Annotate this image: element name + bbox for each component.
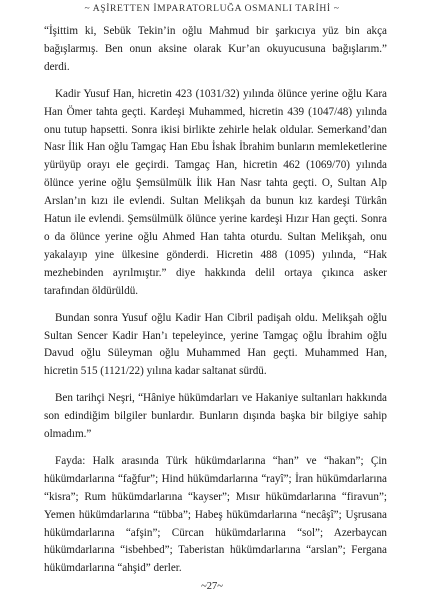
paragraph-4: Ben tarihçi Neşri, “Hâniye hükümdarları ve Hakaniye sultanları hakkında son edindiğim bilgiler bunlardır. Bunların dışında başka bir bilgiye sahip olmadım.” — [44, 392, 387, 441]
paragraph-2: Kadir Yusuf Han, hicretin 423 (1031/32) yılında ölünce yerine oğlu Kara Han Ömer tahta geçti. Kardeşi Muhammed, hicretin 439 (1047/48) yılında onu tutup hapsetti. Sonra ikisi birlikte zehirle helak oldular. Semerkand’dan Nasr İlik Han oğlu Tamgaç Han Ebu İshak İbrahim bunların memleketlerine yürüyüp orayı ele geçirdi. Tamgaç Han, hicretin 462 (1069/70) yılında ölünce yerine oğlu Şemsülmülk İlik Han Nasr tahta geçti. O, Sultan Alp Arslan’ın kızı ile evlendi. Sultan Melikşah da bunun kız kardeşi Türkân Hatun ile evlendi. Şemsülmülk ölünce yerine kardeşi Hızır Han geçti. Sonra o da ölünce yerine oğlu Ahmed Han tahta oturdu. Sultan Melikşah, onu yakalayıp yine ülkesine gönderdi. Hicretin 488 (1095) yılında, “Hak mezhebinden ayrılmıştır.” diye hakkında delil ortaya çıkınca asker tarafından öldürüldü. — [44, 87, 387, 297]
paragraph-5: Fayda: Halk arasında Türk hükümdarlarına “han” ve “hakan”; Çin hükümdarlarına “fağfur”; Hind hükümdarlarına “rayî”; İran hükümdarlarına “kisra”; Rum hükümdarlarına “kayser”; Mısır hükümdarlarına “firavun”; Yemen hükümdarlarına “tübba”; Habeş hükümdarlarına “necâşî”; Uşrusana hükümdarlarına “afşin”; Cürcan hükümdarlarına “sol”; Azerbaycan hükümdarlarına “isbehbed”; Taberistan hükümdarlarına “arslan”; Fergana hükümdarlarına “ahşid” derler. — [44, 454, 387, 575]
running-header: ~ AŞİRETTEN İMPARATORLUĞA OSMANLI TARİHİ ~ — [84, 3, 340, 14]
paragraph-3: Bundan sonra Yusuf oğlu Kadir Han Cibril padişah oldu. Melikşah oğlu Sultan Sencer Kadir Han’ı tepeleyince, yerine Tamgaç oğlu İbrahim oğlu Davud oğlu Süleyman oğlu Muhammed Han geçti. Muhammed Han, hicretin 515 (1121/22) yılına kadar saltanat sürdü. — [44, 311, 387, 378]
body-text — [44, 23, 387, 587]
page-number: ~27~ — [201, 581, 223, 592]
paragraph-1: “İşittim ki, Sebük Tekin’in oğlu Mahmud bir şarkıcıya yüz bin akça bağışlarmış. Ben onun aksine olarak Kur’an okuyucusuna bağışlarım.” derdi. — [44, 25, 387, 73]
